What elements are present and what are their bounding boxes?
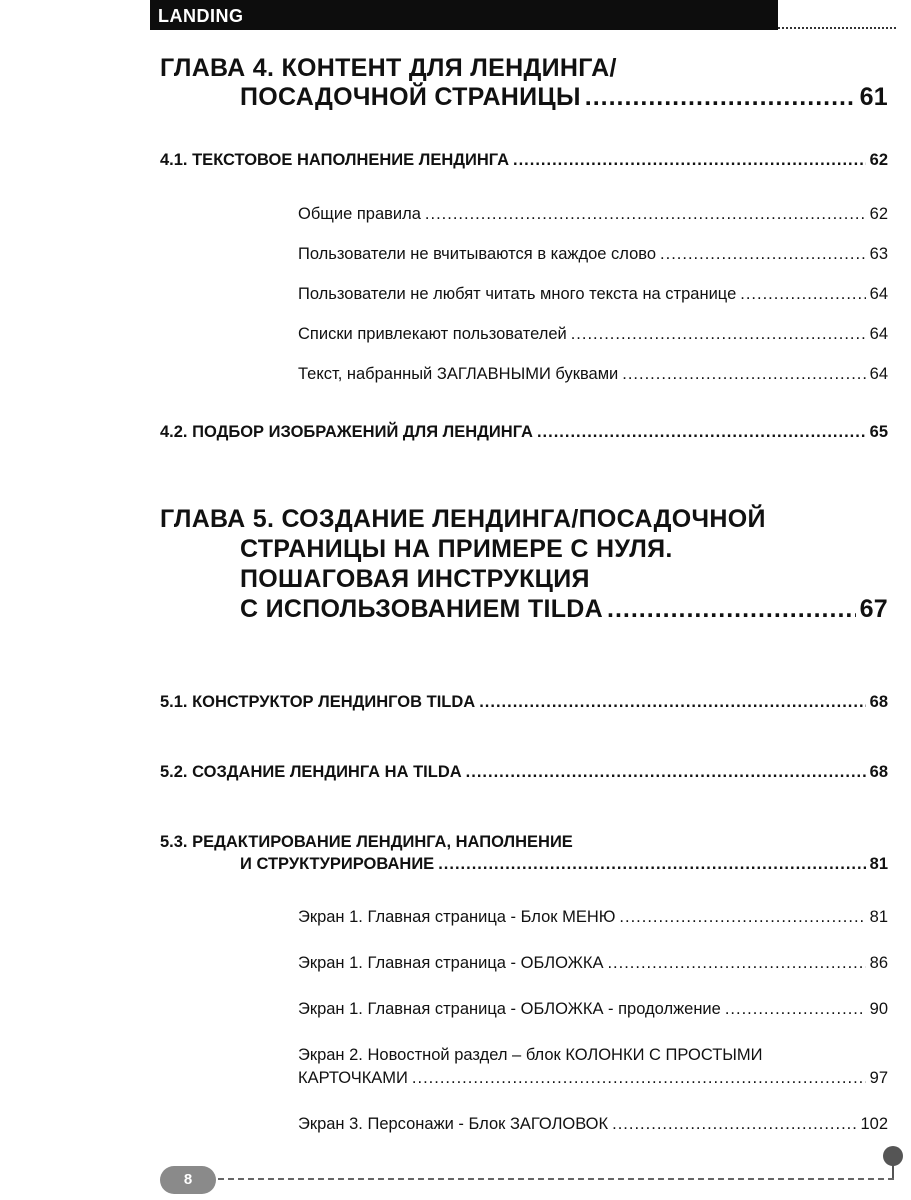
toc-entry-sub[interactable] — [298, 1115, 888, 1134]
leader-dots — [479, 693, 865, 712]
toc-entry-sub[interactable] — [298, 1069, 888, 1088]
page-number: 64 — [869, 325, 888, 343]
section-title: 4.2. ПОДБОР ИЗОБРАЖЕНИЙ ДЛЯ ЛЕНДИНГА — [160, 423, 533, 441]
leader-dots — [740, 285, 865, 304]
page-number: 61 — [859, 83, 888, 111]
page-number: 97 — [869, 1069, 888, 1087]
toc-entry-sub[interactable] — [298, 1000, 888, 1019]
page-number: 86 — [869, 954, 888, 972]
toc-entry-sub[interactable] — [298, 954, 888, 973]
chapter-5-title-line2: СТРАНИЦЫ НА ПРИМЕРЕ С НУЛЯ. — [240, 535, 673, 563]
subsection-title: Экран 3. Персонажи - Блок ЗАГОЛОВОК — [298, 1115, 609, 1133]
page-number: 67 — [859, 595, 888, 623]
toc-entry-sub[interactable] — [298, 325, 888, 344]
toc-entry-sub[interactable] — [298, 205, 888, 224]
chapter-5-title-line1: ГЛАВА 5. СОЗДАНИЕ ЛЕНДИНГА/ПОСАДОЧНОЙ — [160, 505, 766, 533]
section-5-3-title-line2: И СТРУКТУРИРОВАНИЕ — [240, 855, 435, 873]
page-number: 81 — [869, 908, 888, 926]
toc-entry-chapter-4[interactable] — [240, 83, 888, 112]
subsection-title-line1: Экран 2. Новостной раздел – блок КОЛОНКИ С ПРОСТЫМИ — [298, 1046, 763, 1064]
leader-dots — [607, 595, 856, 624]
subsection-title: Пользователи не любят читать много текста на странице — [298, 285, 737, 303]
page-number: 64 — [869, 285, 888, 303]
chapter-5-title-line3: ПОШАГОВАЯ ИНСТРУКЦИЯ — [240, 565, 590, 593]
running-header-title: LANDING — [158, 6, 244, 26]
page-number: 81 — [869, 855, 888, 873]
leader-dots — [622, 365, 865, 384]
subsection-title: Текст, набранный ЗАГЛАВНЫМИ буквами — [298, 365, 619, 383]
leader-dots — [438, 855, 865, 874]
header-dotted-rule — [778, 27, 896, 29]
leader-dots — [585, 83, 856, 112]
leader-dots — [537, 423, 866, 442]
leader-dots — [412, 1069, 866, 1088]
page-number: 62 — [869, 205, 888, 223]
chapter-5-title-line4: С ИСПОЛЬЗОВАНИЕМ TILDA — [240, 595, 604, 623]
page-number: 64 — [869, 365, 888, 383]
leader-dots — [513, 151, 866, 170]
toc-entry-sub[interactable] — [298, 908, 888, 927]
page-number: 68 — [869, 693, 888, 711]
page-number: 90 — [869, 1000, 888, 1018]
toc-entry-sub[interactable] — [298, 365, 888, 384]
leader-dots — [607, 954, 865, 973]
leader-dots — [466, 763, 866, 782]
chapter-4-title-line2: ПОСАДОЧНОЙ СТРАНИЦЫ — [240, 83, 581, 111]
leader-dots — [571, 325, 866, 344]
footer-dashed-rule — [218, 1178, 894, 1180]
leader-dots — [425, 205, 866, 224]
subsection-title-line2: КАРТОЧКАМИ — [298, 1069, 408, 1087]
page-number: 63 — [869, 245, 888, 263]
footer-pin-icon — [883, 1146, 903, 1166]
toc-entry-5-2[interactable] — [160, 763, 888, 782]
toc-entry-4-2[interactable] — [160, 423, 888, 442]
subsection-title: Общие правила — [298, 205, 421, 223]
toc-entry-5-1[interactable] — [160, 693, 888, 712]
chapter-4-title-line1: ГЛАВА 4. КОНТЕНТ ДЛЯ ЛЕНДИНГА/ — [160, 54, 617, 82]
toc-entry-4-1[interactable] — [160, 151, 888, 170]
leader-dots — [725, 1000, 866, 1019]
page-number: 68 — [869, 763, 888, 781]
section-title: 4.1. ТЕКСТОВОЕ НАПОЛНЕНИЕ ЛЕНДИНГА — [160, 151, 509, 169]
section-5-3-title-line1: 5.3. РЕДАКТИРОВАНИЕ ЛЕНДИНГА, НАПОЛНЕНИЕ — [160, 833, 573, 851]
toc-entry-sub[interactable] — [298, 245, 888, 264]
page-number-badge — [160, 1166, 216, 1194]
leader-dots — [660, 245, 866, 264]
page-number: 62 — [869, 151, 888, 169]
page-number: 65 — [869, 423, 888, 441]
subsection-title: Пользователи не вчитываются в каждое слово — [298, 245, 657, 263]
footer-page-number: 8 — [183, 1171, 193, 1188]
section-title: 5.2. СОЗДАНИЕ ЛЕНДИНГА НА TILDA — [160, 763, 462, 781]
subsection-title: Списки привлекают пользователей — [298, 325, 567, 343]
subsection-title: Экран 1. Главная страница - ОБЛОЖКА — [298, 954, 604, 972]
leader-dots — [619, 908, 865, 927]
page-number: 102 — [860, 1115, 888, 1133]
toc-entry-chapter-5[interactable] — [240, 595, 888, 624]
toc-entry-sub[interactable] — [298, 285, 888, 304]
leader-dots — [612, 1115, 856, 1134]
running-header — [150, 0, 778, 30]
subsection-title: Экран 1. Главная страница - Блок МЕНЮ — [298, 908, 616, 926]
toc-entry-5-3[interactable] — [240, 855, 888, 874]
subsection-title: Экран 1. Главная страница - ОБЛОЖКА - продолжение — [298, 1000, 721, 1018]
section-title: 5.1. КОНСТРУКТОР ЛЕНДИНГОВ TILDA — [160, 693, 476, 711]
